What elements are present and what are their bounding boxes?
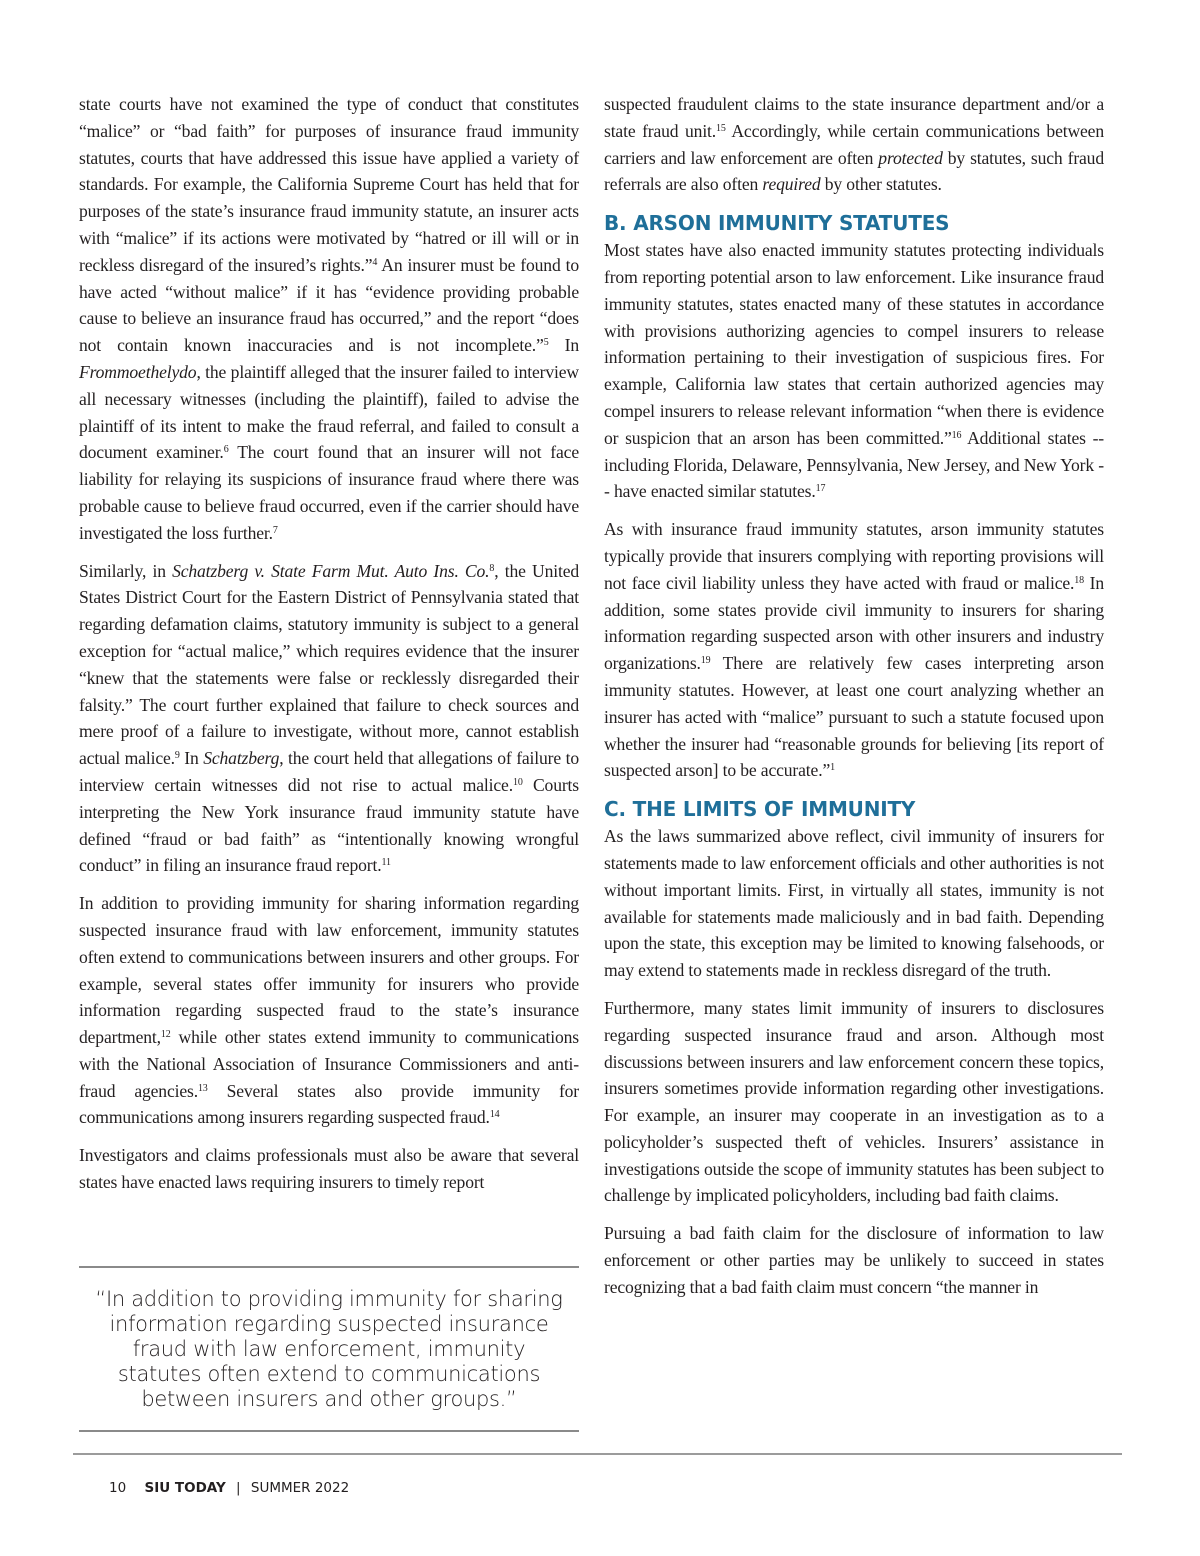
footnote-ref: 13 (197, 1082, 208, 1094)
text-run: An insurer must be found to have acted “without malice” if it has “evidence providing probable cause to believe an insurance fraud has occurred,” and the report “does not contain known inaccuracies and is not incomplete.” (79, 254, 579, 356)
magazine-title: SIU TODAY (144, 1480, 226, 1496)
footnote-ref: 4 (372, 256, 378, 268)
footnote-ref: 14 (489, 1109, 500, 1121)
text-run: by other statutes. (820, 174, 942, 195)
footnote-ref: 17 (815, 483, 826, 495)
pull-quote-text: “In addition to providing immunity for sharing information regarding suspected insurance fraud with law enforcement, immunity statutes often extend to communications between insurers and other groups.” (95, 1286, 563, 1411)
text-run: state courts have not examined the type of conduct that constitutes “malice” or “bad faith” for purposes of insurance fraud immunity statutes, courts that have addressed this issue have applied a variety of standards. For example, the California Supreme Court has held that for purposes of the state’s insurance fraud immunity statute, an insurer acts with “malice” if its actions were motivated by “hatred or ill will or in reckless disregard of the insured’s rights.” (79, 94, 579, 275)
body-paragraph (79, 91, 579, 547)
text-run: suspected fraudulent claims to the state insurance department and/or a state fraud unit. (604, 94, 1104, 141)
page-number: 10 (109, 1480, 127, 1496)
text-run: Furthermore, many states limit immunity of insurers to disclosures regarding suspected insurance fraud and arson. Although most discussions between insurers and law enforcement concern these topics, insurers sometimes provide information regarding other investigations. For example, an insurer may cooperate in an investigation as to a policyholder’s suspected theft of vehicles. Insurers’ assistance in investigations outside the scope of immunity statutes has been subject to challenge by implicated policyholders, including bad faith claims. (604, 997, 1104, 1206)
text-run: , the United States District Court for the Eastern District of Pennsylvania stated that regarding defamation claims, statutory immunity is subject to a general exception for “actual malice,” which requires evidence that the insurer “knew that the statements were false or recklessly disregarded their falsity.” The court further explained that failure to check sources and mere proof of a failure to investigate, without more, cannot establish actual malice. (79, 560, 580, 769)
footnote-ref: 18 (1074, 574, 1084, 586)
body-paragraph (604, 237, 1104, 505)
case-name: Frommoethelydo (79, 361, 197, 382)
body-paragraph (604, 1220, 1104, 1300)
right-column (604, 91, 1104, 1312)
footnote-ref: 12 (160, 1029, 171, 1041)
text-run: Pursuing a bad faith claim for the disclosure of information to law enforcement or other parties may be unlikely to succeed in states recognizing that a bad faith claim must concern “the manner in (604, 1223, 1104, 1297)
issue-label: SUMMER 2022 (250, 1480, 350, 1496)
text-run: As the laws summarized above reflect, civil immunity of insurers for statements made to law enforcement officials and other authorities is not without important limits. First, in virtually all states, immunity is not available for statements made maliciously and in bad faith. Depending upon the state, this exception may be limited to knowing falsehoods, or may extend to statements made in reckless disregard of the truth. (604, 826, 1104, 981)
section-heading: C. THE LIMITS OF IMMUNITY (604, 797, 916, 822)
footer-divider (73, 1453, 1122, 1455)
case-name: required (762, 174, 821, 195)
body-paragraph (604, 516, 1104, 784)
text-run: while other states extend immunity to communications with the National Association of Insurance Commissioners and anti-fraud agencies. (79, 1027, 579, 1101)
text-run: The court found that an insurer will not face liability for relaying its suspicions of insurance fraud where there was probable cause to believe fraud occurred, even if the carrier should have investigated the loss further. (79, 442, 579, 543)
footnote-ref: 19 (700, 655, 711, 667)
text-run: Several states also provide immunity for communications among insurers regarding suspected fraud. (79, 1080, 580, 1128)
text-run: In addition, some states provide civil immunity to insurers for sharing information regarding suspected arson with other insurers and industry organizations. (604, 572, 1105, 674)
left-column (79, 91, 579, 1207)
case-name: Schatzberg (203, 748, 280, 769)
footer-separator: | (236, 1480, 241, 1496)
pull-quote (79, 1266, 579, 1432)
text-run: There are relatively few cases interpreting arson immunity statutes. However, at least one court analyzing whether an insurer has acted with “malice” pursuant to such a statute focused upon whether the insurer had “reasonable grounds for believing [its report of suspected arson] to be accurate.” (604, 653, 1104, 781)
body-paragraph (604, 91, 1104, 198)
text-run: Additional states -- including Florida, Delaware, Pennsylvania, New Jersey, and New York -- have enacted similar statutes. (604, 427, 1105, 502)
body-paragraph (79, 558, 579, 880)
body-paragraph (79, 890, 579, 1131)
body-paragraph (79, 1142, 579, 1196)
text-run: by statutes, such fraud referrals are also often (604, 147, 1104, 195)
section-heading: B. ARSON IMMUNITY STATUTES (604, 211, 950, 236)
footnote-ref: 1 (830, 762, 835, 774)
footnote-ref: 10 (512, 776, 523, 788)
case-name: Schatzberg v. State Farm Mut. Auto Ins. Co. (172, 560, 490, 581)
body-paragraph (604, 995, 1104, 1209)
text-run: Investigators and claims professionals must also be aware that several states have enacted laws requiring insurers to timely report (79, 1145, 579, 1193)
text-run: Courts interpreting the New York insurance fraud immunity statute have defined “fraud or bad faith” as “intentionally knowing wrongful conduct” in filing an insurance fraud report. (79, 774, 579, 876)
footnote-ref: 8 (489, 562, 495, 574)
body-paragraph (604, 823, 1104, 984)
footnote-ref: 9 (174, 750, 180, 762)
footnote-ref: 6 (223, 444, 229, 456)
footnote-ref: 5 (543, 337, 549, 349)
text-run: In addition to providing immunity for sharing information regarding suspected insurance fraud with law enforcement, immunity statutes often extend to communications between insurers and other groups. For example, several states offer immunity for insurers who provide information regarding suspected fraud to the state’s insurance department, (79, 893, 579, 1048)
text-run: In (548, 335, 579, 356)
footnote-ref: 15 (716, 122, 726, 134)
text-run: As with insurance fraud immunity statutes, arson immunity statutes typically provide that insurers complying with reporting provisions will not face civil liability unless they have acted with fraud or malice. (604, 519, 1104, 593)
text-run: In (179, 748, 204, 769)
text-run: , the court held that allegations of failure to interview certain witnesses did not rise to actual malice. (79, 748, 579, 795)
text-run: , the plaintiff alleged that the insurer failed to interview all necessary witnesses (including the plaintiff), failed to advise the plaintiff of its intent to make the fraud referral, and failed to consult a document examiner. (79, 361, 579, 463)
text-run: Accordingly, while certain communications between carriers and law enforcement are often (604, 120, 1104, 168)
footnote-ref: 11 (381, 857, 391, 869)
text-run: Similarly, in (79, 560, 173, 581)
page-footer (109, 1480, 349, 1496)
case-name: protected (878, 147, 943, 168)
text-run: Most states have also enacted immunity statutes protecting individuals from reporting potential arson to law enforcement. Like insurance fraud immunity statutes, states enacted many of these statutes in accordance with provisions authorizing agencies to compel insurers to release information pertaining to their investigation of suspicious fires. For example, California law states that certain authorized agencies may compel insurers to release relevant information “when there is evidence or suspicion that an arson has been committed.” (604, 240, 1104, 448)
footnote-ref: 16 (951, 429, 962, 441)
footnote-ref: 7 (272, 524, 278, 536)
